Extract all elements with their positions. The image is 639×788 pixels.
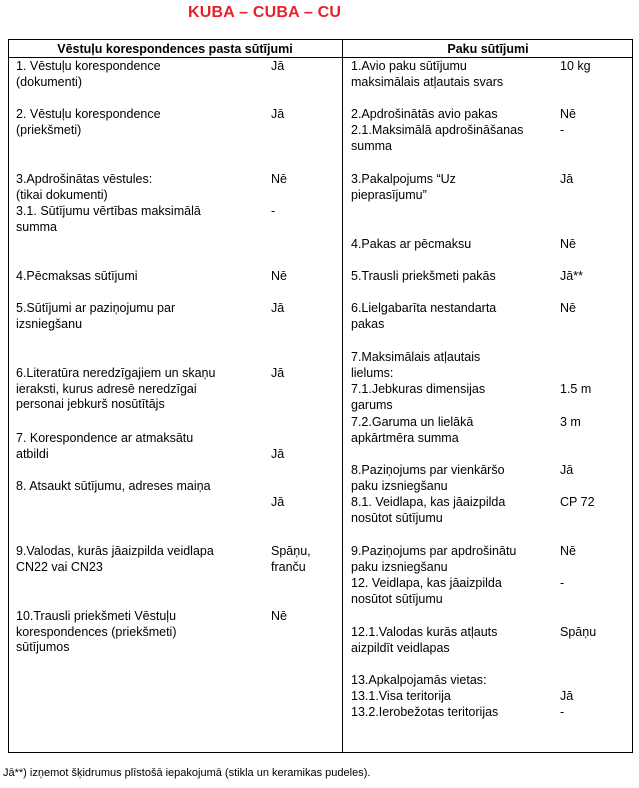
left-row-value: Jā: [271, 107, 285, 121]
left-row-value: Jā: [271, 495, 285, 509]
left-row-label: 3.1. Sūtījumu vērtības maksimālā summa: [16, 204, 201, 234]
right-row-label: 13.2.Ierobežotas teritorijas: [351, 705, 499, 719]
left-row-value: Nē: [271, 609, 287, 623]
left-row-value: -: [271, 204, 276, 218]
left-row-label: 2. Vēstuļu korespondence (priekšmeti): [16, 107, 161, 137]
right-row-value: Nē: [560, 301, 576, 315]
right-row-label: 2.1.Maksimālā apdrošināšanas summa: [351, 123, 524, 153]
right-row-value: Jā: [560, 689, 574, 703]
left-row-label: 3.Apdrošinātas vēstules: (tikai dokumenti): [16, 172, 153, 202]
right-row-label: 8.1. Veidlapa, kas jāaizpilda nosūtot sūtījumu: [351, 495, 506, 525]
right-row-value: Spāņu: [560, 625, 597, 639]
right-row-value: -: [560, 705, 565, 719]
right-row-label: 13.Apkalpojamās vietas:: [351, 673, 487, 687]
left-row-label: 9.Valodas, kurās jāaizpilda veidlapa CN22 vai CN23: [16, 544, 214, 574]
right-row-label: 7.1.Jebkuras dimensijas garums: [351, 382, 486, 412]
header-parcels: Paku sūtījumi: [447, 42, 529, 56]
left-row-value: Jā: [271, 301, 285, 315]
left-row-value: Nē: [271, 172, 287, 186]
left-row-label: 4.Pēcmaksas sūtījumi: [16, 269, 138, 283]
left-row-label: 5.Sūtījumi ar paziņojumu par izsniegšanu: [16, 301, 176, 331]
right-row-label: 9.Paziņojums par apdrošinātu paku izsniegšanu: [351, 544, 517, 574]
right-row-value: 10 kg: [560, 59, 591, 73]
right-row-value: -: [560, 123, 565, 137]
right-row-label: 13.1.Visa teritorija: [351, 689, 451, 703]
left-row-label: 10.Trausli priekšmeti Vēstuļu korespondences (priekšmeti) sūtījumos: [16, 609, 177, 654]
left-row-value: Nē: [271, 269, 287, 283]
right-row-label: 6.Lielgabarīta nestandarta pakas: [351, 301, 497, 331]
left-row-label: 8. Atsaukt sūtījumu, adreses maiņa: [16, 479, 211, 493]
right-row-value: Nē: [560, 544, 576, 558]
right-row-value: Nē: [560, 107, 576, 121]
left-row-label: 6.Literatūra neredzīgajiem un skaņu ieraksti, kurus adresē neredzīgai personai jebkurš nosūtītājs: [16, 366, 216, 411]
right-row-label: 3.Pakalpojums “Uz pieprasījumu”: [351, 172, 456, 202]
right-row-value: CP 72: [560, 495, 595, 509]
right-row-value: -: [560, 576, 565, 590]
right-row-label: 7.2.Garuma un lielākā apkārtmēra summa: [351, 415, 474, 445]
right-row-value: 3 m: [560, 415, 581, 429]
left-row-label: 7. Korespondence ar atmaksātu atbildi: [16, 431, 194, 461]
right-row-label: 2.Apdrošinātās avio pakas: [351, 107, 498, 121]
right-row-label: 8.Paziņojums par vienkāršo paku izsniegšanu: [351, 463, 505, 493]
left-row-value: Spāņu, franču: [271, 544, 311, 574]
right-row-label: 7.Maksimālais atļautais lielums:: [351, 350, 481, 380]
right-row-label: 12. Veidlapa, kas jāaizpilda nosūtot sūtījumu: [351, 576, 502, 606]
right-row-label: 4.Pakas ar pēcmaksu: [351, 237, 472, 251]
left-row-value: Jā: [271, 366, 285, 380]
right-row-value: Nē: [560, 237, 576, 251]
left-row-value: Jā: [271, 447, 285, 461]
footnote: Jā**) izņemot šķidrumus plīstošā iepakojumā (stikla un keramikas pudeles).: [3, 767, 371, 779]
right-row-label: 12.1.Valodas kurās atļauts aizpildīt veidlapas: [351, 625, 498, 655]
header-letter-mail: Vēstuļu korespondences pasta sūtījumi: [57, 42, 293, 56]
left-row-label: 1. Vēstuļu korespondence (dokumenti): [16, 59, 161, 89]
right-row-value: Jā: [560, 463, 574, 477]
right-row-value: Jā: [560, 172, 574, 186]
column-divider: [342, 39, 343, 753]
right-row-value: 1.5 m: [560, 382, 592, 396]
right-row-label: 5.Trausli priekšmeti pakās: [351, 269, 496, 283]
page-title: KUBA – CUBA – CU: [188, 4, 342, 21]
right-row-value: Jā**: [560, 269, 583, 283]
right-row-label: 1.Avio paku sūtījumu maksimālais atļautais svars: [351, 59, 504, 89]
left-row-value: Jā: [271, 59, 285, 73]
